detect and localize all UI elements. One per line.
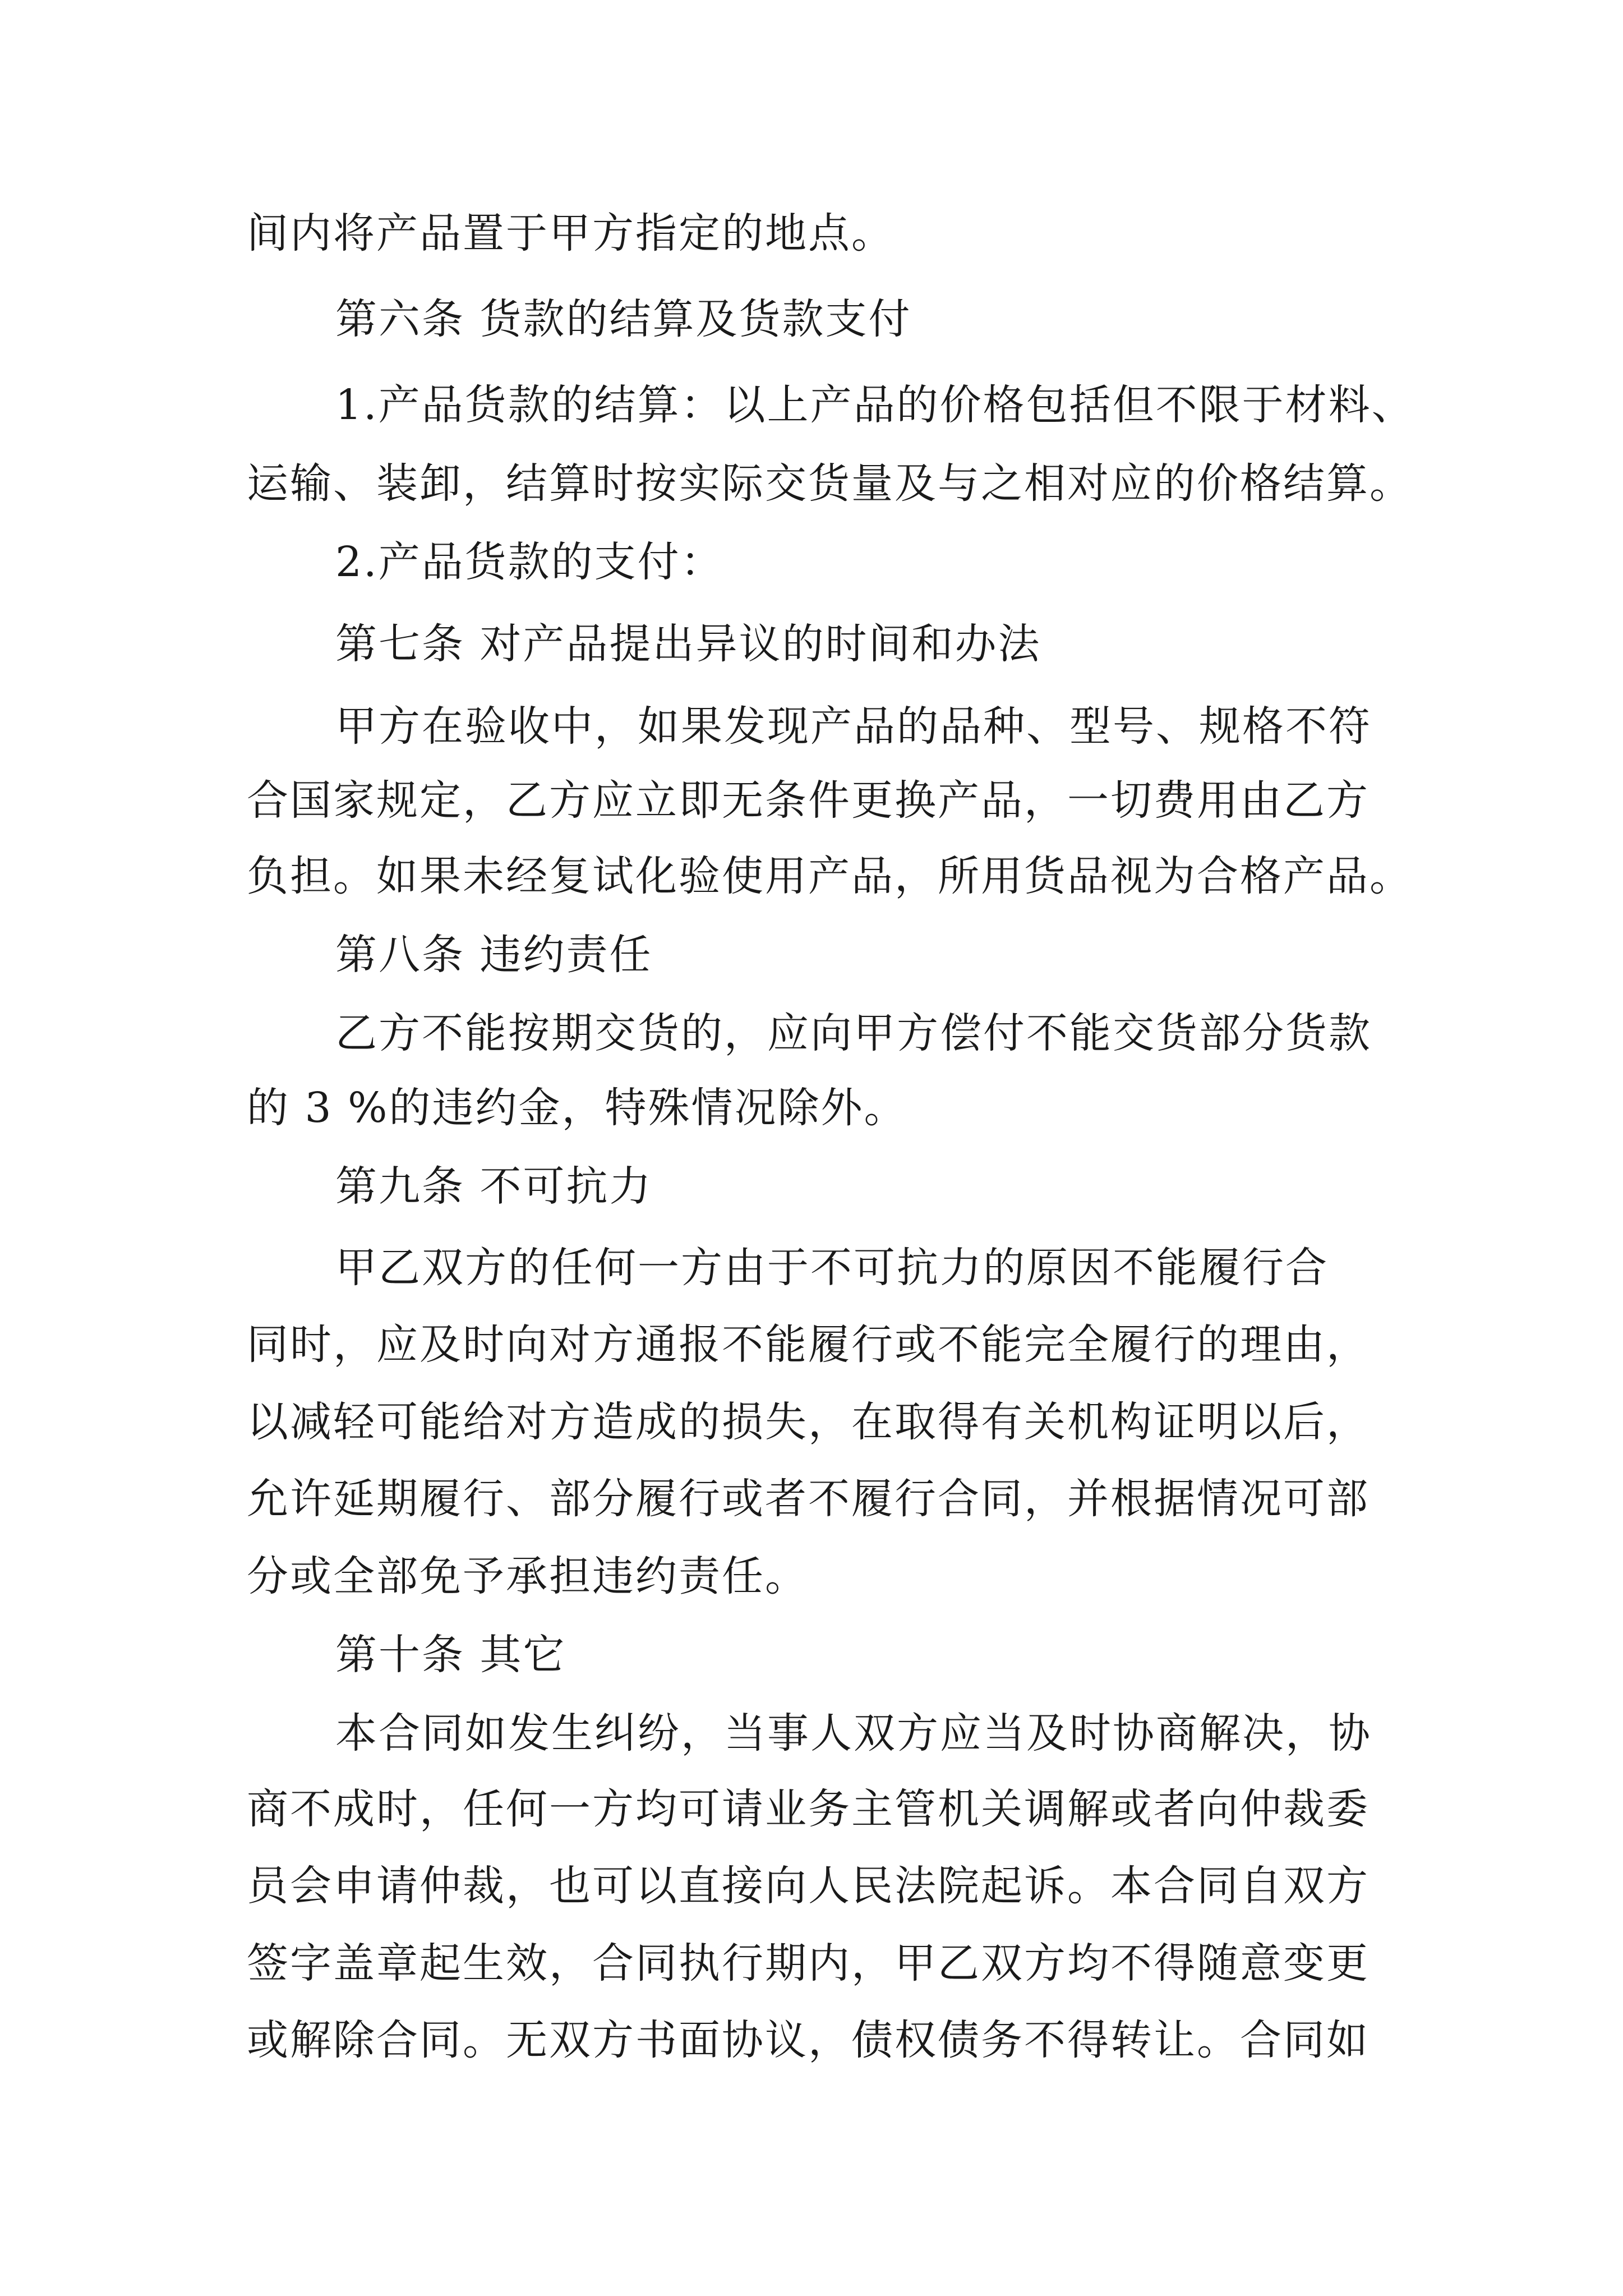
text-line: 商不成时，任何一方均可请业务主管机关调解或者向仲裁委 bbox=[247, 1785, 1370, 1833]
article-heading: 第九条 不可抗力 bbox=[335, 1162, 653, 1211]
text-line: 或解除合同。无双方书面协议，债权债务不得转让。合同如 bbox=[247, 2016, 1370, 2064]
text-line: 本合同如发生纠纷，当事人双方应当及时协商解决，协 bbox=[335, 1709, 1372, 1757]
text-line: 员会申请仲裁，也可以直接向人民法院起诉。本合同自双方 bbox=[247, 1862, 1370, 1910]
article-heading: 第十条 其它 bbox=[335, 1631, 566, 1679]
text-line: 合国家规定，乙方应立即无条件更换产品，一切费用由乙方 bbox=[247, 776, 1370, 825]
text-line: 同时，应及时向对方通报不能履行或不能完全履行的理由， bbox=[247, 1320, 1370, 1369]
text-line: 的 3 %的违约金，特殊情况除外。 bbox=[247, 1084, 907, 1132]
text-line: 甲方在验收中，如果发现产品的品种、型号、规格不符 bbox=[335, 702, 1372, 751]
text-line: 以减轻可能给对方造成的损失，在取得有关机构证明以后， bbox=[247, 1398, 1370, 1446]
text-line: 分或全部免予承担违约责任。 bbox=[247, 1552, 808, 1600]
text-line: 允许延期履行、部分履行或者不履行合同，并根据情况可部 bbox=[247, 1475, 1370, 1523]
text-line: 1.产品货款的结算：以上产品的价格包括但不限于材料、 bbox=[335, 381, 1415, 429]
article-heading: 第七条 对产品提出异议的时间和办法 bbox=[335, 620, 1041, 668]
text-line: 负担。如果未经复试化验使用产品，所用货品视为合格产品。 bbox=[247, 852, 1413, 900]
text-line: 间内将产品置于甲方指定的地点。 bbox=[247, 209, 895, 257]
text-line: 乙方不能按期交货的，应向甲方偿付不能交货部分货款 bbox=[335, 1009, 1372, 1057]
article-heading: 第六条 货款的结算及货款支付 bbox=[335, 295, 912, 343]
text-line: 2.产品货款的支付： bbox=[335, 538, 724, 586]
text-line: 甲乙双方的任何一方由于不可抗力的原因不能履行合 bbox=[335, 1244, 1329, 1292]
text-line: 签字盖章起生效，合同执行期内，甲乙双方均不得随意变更 bbox=[247, 1939, 1370, 1987]
text-line: 运输、装卸，结算时按实际交货量及与之相对应的价格结算。 bbox=[247, 459, 1413, 508]
article-heading: 第八条 违约责任 bbox=[335, 931, 653, 979]
